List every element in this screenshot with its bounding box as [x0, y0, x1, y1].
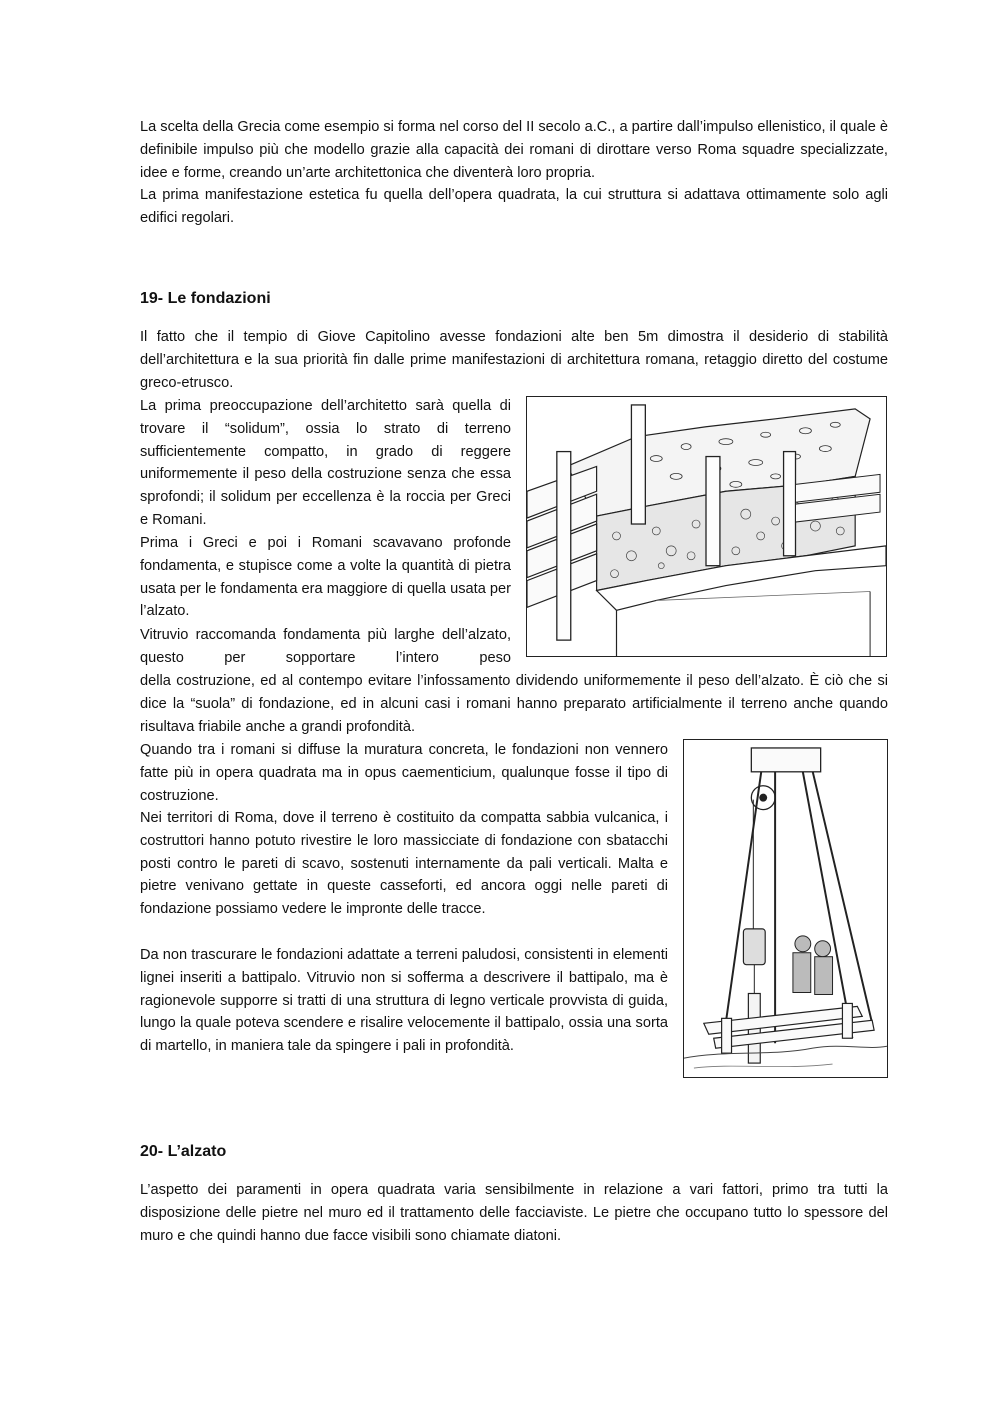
section-19-paragraph-4-end: della costruzione, ed al contempo evitare l’infossamento dividendo uniformemente il peso dell’alzato. È ciò che si dice la “suola” di fondazione, ed in alcuni casi i romani hanno preparato artificialmente il terreno anche quando risultava friabile anche a grandi profondità. [140, 673, 888, 735]
foundation-formwork-drawing [527, 397, 886, 656]
foundation-formwork-illustration [526, 396, 887, 657]
intro-paragraph-2: La prima manifestazione estetica fu quella dell’opera quadrata, la cui struttura si adattava ottimamente solo agli edifici regolari. [140, 187, 888, 226]
pile-driver-illustration [683, 739, 888, 1078]
section-19-paragraph-4-start: Vitruvio raccomanda fondamenta più larghe dell’alzato, questo per sopportare l’intero peso [140, 627, 511, 666]
section-19-paragraph-5: Quando tra i romani si diffuse la muratura concreta, le fondazioni non vennero fatte più in opera quadrata ma in opus caementicium, qualunque fosse il tipo di costruzione. [140, 742, 668, 804]
pile-driver-drawing [684, 740, 887, 1077]
section-19-heading: 19- Le fondazioni [140, 290, 271, 307]
section-19-paragraph-7: Da non trascurare le fondazioni adattate a terreni paludosi, consistenti in elementi lignei inseriti a battipalo. Vitruvio non si sofferma a descrivere il battipalo, ma è ragionevole supporre si tratti di una struttura di legno verticale provvista di guida, lungo la quale poteva scendere e risalire velocemente il battipalo, ossia una sorta di martello, in maniera tale da spingere i pali in profondità. [140, 947, 668, 1055]
section-19-paragraph-1: Il fatto che il tempio di Giove Capitolino avesse fondazioni alte ben 5m dimostra il desiderio di stabilità dell’architettura e la sua priorità fin dalle prime manifestazioni di architettura romana, retaggio diretto del costume greco-etrusco. [140, 329, 888, 391]
section-20-paragraph-1: L’aspetto dei paramenti in opera quadrata varia sensibilmente in relazione a vari fattori, primo tra tutti la disposizione delle pietre nel muro ed il trattamento delle facciaviste. Le pietre che occupano tutto lo spessore del muro e che quindi hanno due facce visibili sono chiamate diatoni. [140, 1182, 888, 1244]
section-20-heading: 20- L’alzato [140, 1143, 227, 1160]
intro-paragraph-1: La scelta della Grecia come esempio si forma nel corso del II secolo a.C., a partire dall’impulso ellenistico, il quale è definibile impulso più che modello grazie alla capacità dei romani di dirottare verso Roma squadre specializzate, idee e forme, creando un’arte architettonica che diventerà loro propria. [140, 119, 888, 181]
section-19-paragraph-2: La prima preoccupazione dell’architetto sarà quella di trovare il “solidum”, ossia lo strato di terreno sufficientemente compatto, in grado di reggere uniformemente il peso della costruzione senza che essa sprofondi; il solidum per eccellenza è la roccia per Greci e Romani. [140, 398, 511, 528]
section-19-paragraph-3: Prima i Greci e poi i Romani scavavano profonde fondamenta, e stupisce come a volte la quantità di pietra usata per le fondamenta era maggiore di quella usata per l’alzato. [140, 535, 511, 620]
section-19-paragraph-6: Nei territori di Roma, dove il terreno è costituito da compatta sabbia vulcanica, i costruttori hanno potuto rivestire le loro massicciate di fondazione con sbatacchi posti contro le pareti di scavo, sostenuti internamente da pali verticali. Malta e pietre venivano gettate in queste casseforti, ed ancora oggi nelle pareti di fondazione possiamo vedere le impronte delle tracce. [140, 810, 668, 918]
